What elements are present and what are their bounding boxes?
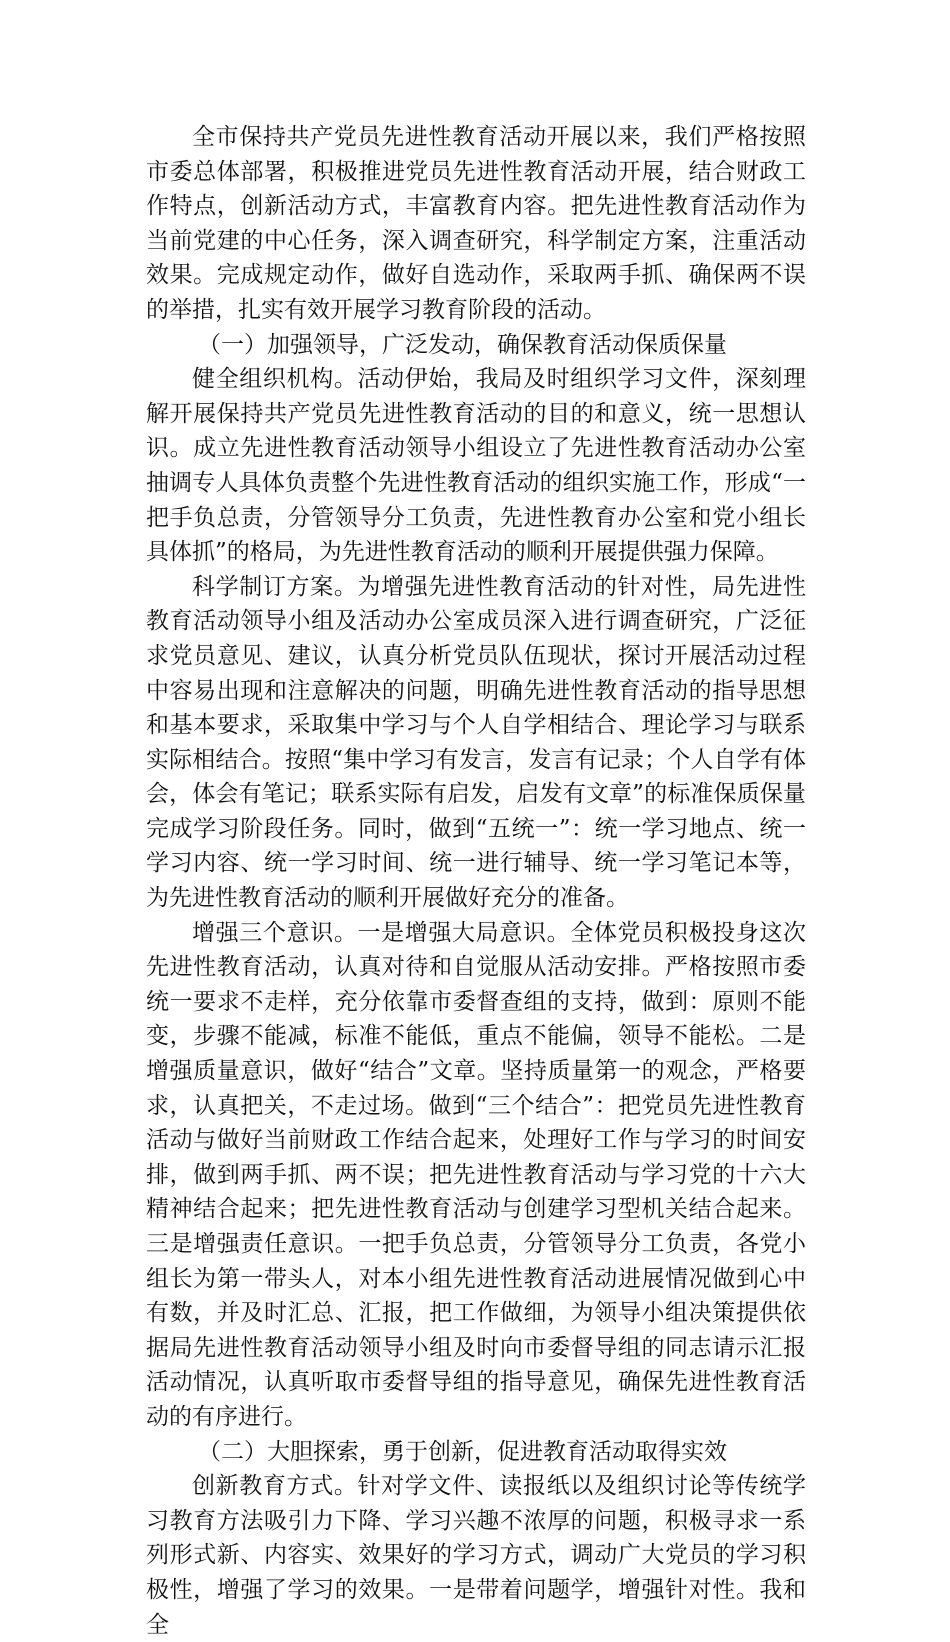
section-heading-2: （二）大胆探索，勇于创新，促进教育活动取得实效 bbox=[198, 1438, 727, 1465]
paragraph-three-awareness: 增强三个意识。一是增强大局意识。全体党员积极投身这次先进性教育活动，认真对待和自觉服从活动安排。严格按照市委统一要求不走样，充分依靠市委督查组的支持，做到：原则不能变，步骤不能减，标准不能低，重点不能偏，领导不能松。二是增强质量意识，做好“结合”文章。坚持质量第一的观念，严格要求，认真把关，不走过场。做到“三个结合”：把党员先进性教育活动与做好当前财政工作结合起来，处理好工作与学习的时间安排，做到两手抓、两不误；把先进性教育活动与学习党的十六大精神结合起来；把先进性教育活动与创建学习型机关结合起来。三是增强责任意识。一把手负总责，分管领导分工负责，各党小组长为第一带头人，对本小组先进性教育活动进展情况做到心中有数，并及时汇总、汇报，把工作做细，为领导小组决策提供依据局先进性教育活动领导小组及时向市委督导组的同志请示汇报活动情况，认真听取市委督导组的指导意见，确保先进性教育活动的有序进行。 bbox=[146, 919, 806, 1430]
paragraph-innovation: 创新教育方式。针对学文件、读报纸以及组织讨论等传统学习教育方法吸引力下降、学习兴趣不浓厚的问题，积极寻求一系列形式新、内容实、效果好的学习方式，调动广大党员的学习积极性，增强了学习的效果。一是带着问题学，增强针对性。我和全 bbox=[146, 1473, 806, 1638]
paragraph-organization: 健全组织机构。活动伊始，我局及时组织学习文件，深刻理解开展保持共产党员先进性教育活动的目的和意义，统一思想认识。成立先进性教育活动领导小组设立了先进性教育活动办公室抽调专人具体负责整个先进性教育活动的组织实施工作，形成“一把手负总责，分管领导分工负责，先进性教育办公室和党小组长具体抓”的格局，为先进性教育活动的顺利开展提供强力保障。 bbox=[146, 366, 806, 566]
section-heading-1: （一）加强领导，广泛发动，确保教育活动保质保量 bbox=[198, 331, 727, 358]
paragraph-plan: 科学制订方案。为增强先进性教育活动的针对性，局先进性教育活动领导小组及活动办公室成员深入进行调查研究，广泛征求党员意见、建议，认真分析党员队伍现状，探讨开展活动过程中容易出现和注意解决的问题，明确先进性教育活动的指导思想和基本要求，采取集中学习与个人自学相结合、理论学习与联系实际相结合。按照“集中学习有发言，发言有记录；个人自学有体会，体会有笔记；联系实际有启发，启发有文章”的标准保质保量完成学习阶段任务。同时，做到“五统一”：统一学习地点、统一学习内容、统一学习时间、统一进行辅导、统一学习笔记本等，为先进性教育活动的顺利开展做好充分的准备。 bbox=[146, 573, 806, 912]
paragraph-intro: 全市保持共产党员先进性教育活动开展以来，我们严格按照市委总体部署，积极推进党员先进性教育活动开展，结合财政工作特点，创新活动方式，丰富教育内容。把先进性教育活动作为当前党建的中心任务，深入调查研究，科学制定方案，注重活动效果。完成规定动作，做好自选动作，采取两手抓、确保两不误的举措，扎实有效开展学习教育阶段的活动。 bbox=[146, 124, 806, 323]
document-page bbox=[146, 120, 806, 1642]
